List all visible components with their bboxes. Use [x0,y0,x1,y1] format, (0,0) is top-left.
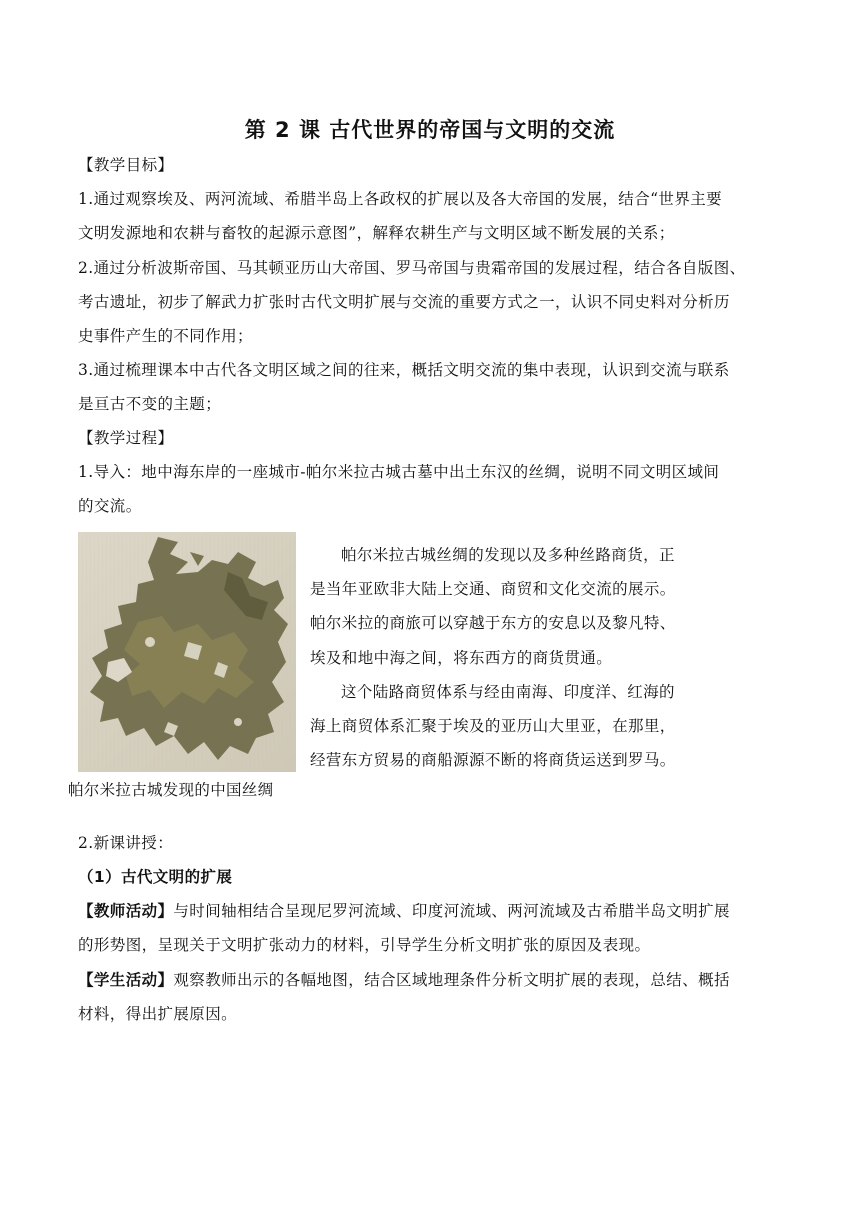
side-paragraph-line: 这个陆路商贸体系与经由南海、印度洋、红海的 [341,683,675,701]
objective-line: 史事件产生的不同作用； [78,327,253,345]
objective-line: 是亘古不变的主题； [78,395,222,413]
objective-line: 3.通过梳理课本中古代各文明区域之间的往来，概括文明交流的集中表现，认识到交流与联系 [78,361,730,379]
student-activity-line [78,970,788,990]
student-activity-text: 观察教师出示的各幅地图，结合区域地理条件分析文明扩展的表现，总结、概括 [173,971,730,989]
silk-fragment-photo [78,532,296,772]
process-heading: 【教学过程】 [78,429,174,447]
intro-line: 1.导入：地中海东岸的一座城市-帕尔米拉古城古墓中出土东汉的丝绸，说明不同文明区域间 [78,463,720,481]
student-activity-line: 材料，得出扩展原因。 [78,1005,238,1023]
subsection-heading: （1）古代文明的扩展 [78,868,233,886]
side-paragraph-line: 帕尔米拉的商旅可以穿越于东方的安息以及黎凡特、 [310,614,676,632]
objectives-heading: 【教学目标】 [78,156,174,174]
teacher-activity-label: 【教师活动】 [78,902,174,920]
teacher-activity-text: 与时间轴相结合呈现尼罗河流域、印度河流域、两河流域及古希腊半岛文明扩展 [173,902,730,920]
section-heading: 2.新课讲授： [78,834,174,852]
side-paragraph-line: 经营东方贸易的商船源源不断的将商货运送到罗马。 [310,751,676,769]
objective-line: 1.通过观察埃及、两河流域、希腊半岛上各政权的扩展以及各大帝国的发展，结合“世界主要 [78,190,723,208]
teacher-activity-line: 的形势图，呈现关于文明扩张动力的材料，引导学生分析文明扩张的原因及表现。 [78,936,651,954]
lesson-title: 第 2 课 古代世界的帝国与文明的交流 [244,118,616,142]
side-paragraph-line: 是当年亚欧非大陆上交通、商贸和文化交流的展示。 [310,580,676,598]
side-paragraph-line: 海上商贸体系汇聚于埃及的亚历山大里亚，在那里， [310,717,676,735]
side-paragraph-line: 帕尔米拉古城丝绸的发现以及多种丝路商货，正 [341,546,675,564]
side-paragraph-line: 埃及和地中海之间，将东西方的商货贯通。 [310,649,613,667]
student-activity-label: 【学生活动】 [78,971,174,989]
teacher-activity-line [78,901,788,921]
objective-line: 2.通过分析波斯帝国、马其顿亚历山大帝国、罗马帝国与贵霜帝国的发展过程，结合各自版图、 [78,259,746,277]
objective-line: 考古遗址，初步了解武力扩张时古代文明扩展与交流的重要方式之一，认识不同史料对分析历 [78,293,730,311]
objective-line: 文明发源地和农耕与畜牧的起源示意图”，解释农耕生产与文明区域不断发展的关系； [78,224,675,242]
intro-line: 的交流。 [78,497,142,515]
photo-caption: 帕尔米拉古城发现的中国丝绸 [68,781,274,799]
